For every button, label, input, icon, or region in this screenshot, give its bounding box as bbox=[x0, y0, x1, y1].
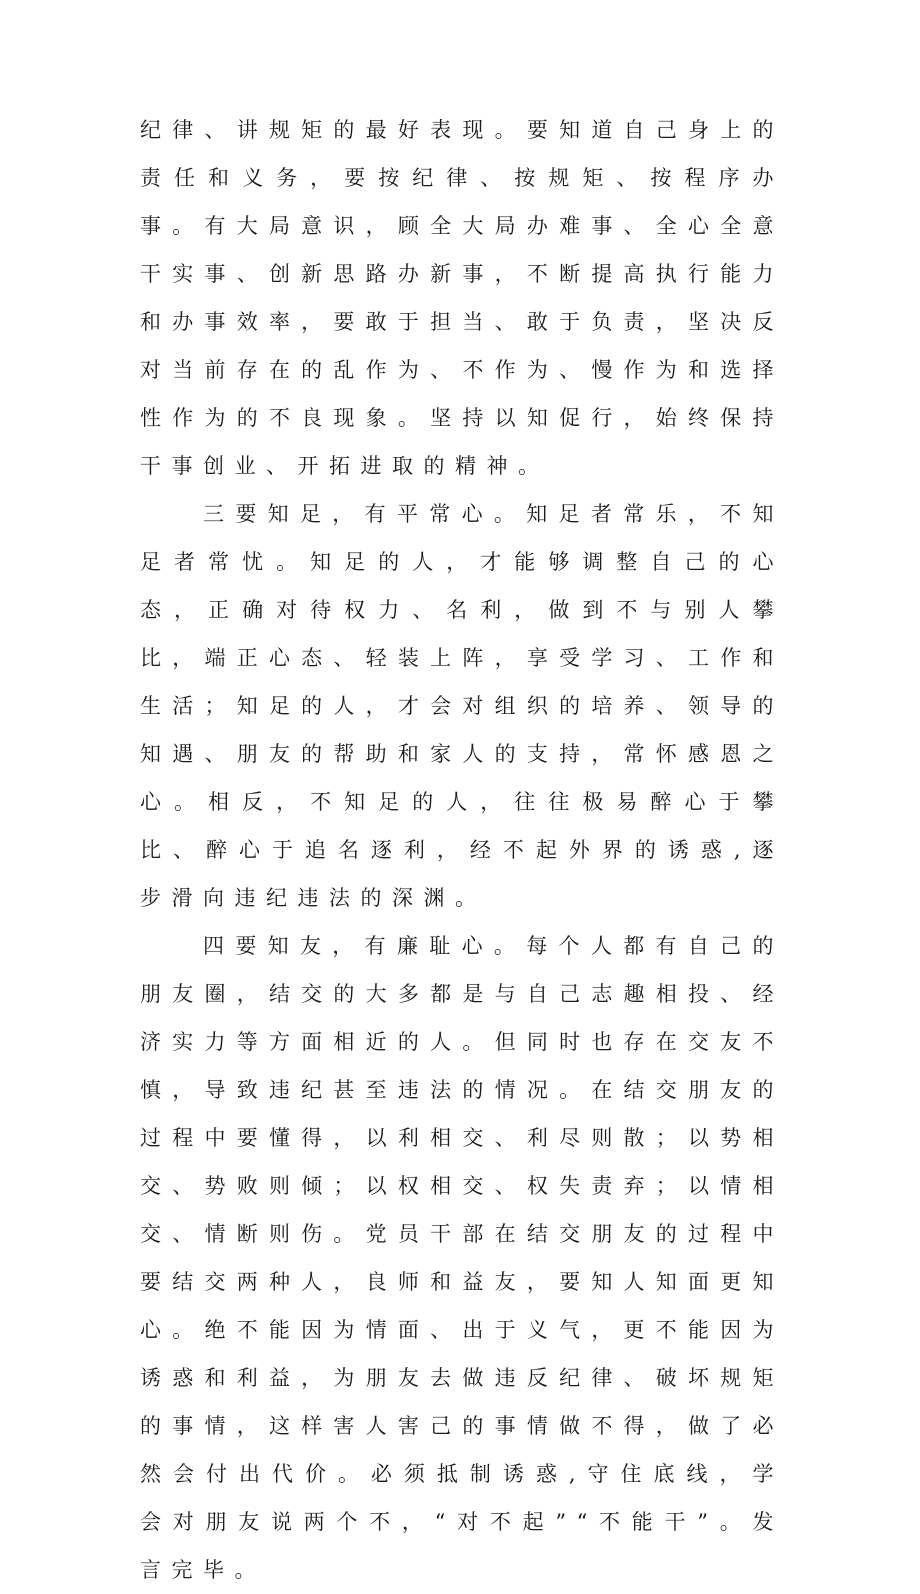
paragraph-friendship: 四要知友，有廉耻心。每个人都有自己的朋友圈，结交的大多都是与自己志趣相投、经济实力等方面相近的人。但同时也存在交友不慎，导致违纪甚至违法的情况。在结交朋友的过程中要懂得，以利相交、利尽则散；以势相交、势败则倾；以权相交、权失责弃；以情相交、情断则伤。党员干部在结交朋友的过程中要结交两种人，良师和益友，要知人知面更知心。绝不能因为情面、出于义气，更不能因为诱惑和利益，为朋友去做违反纪律、破坏规矩的事情，这样害人害己的事情做不得，做了必然会付出代价。必须抵制诱惑,守住底线，学会对朋友说两个不，“对不起”“不能干”。发言完毕。 bbox=[140, 934, 784, 1582]
paragraph-discipline: 纪律、讲规矩的最好表现。要知道自己身上的责任和义务，要按纪律、按规矩、按程序办事。有大局意识，顾全大局办难事、全心全意干实事、创新思路办新事，不断提高执行能力和办事效率，要敢于担当、敢于负责，坚决反对当前存在的乱作为、不作为、慢作为和选择性作为的不良现象。坚持以知促行，始终保持干事创业、开拓进取的精神。 bbox=[140, 118, 784, 478]
paragraph-contentment: 三要知足，有平常心。知足者常乐，不知足者常忧。知足的人，才能够调整自己的心态，正确对待权力、名利，做到不与别人攀比，端正心态、轻装上阵，享受学习、工作和生活；知足的人，才会对组织的培养、领导的知遇、朋友的帮助和家人的支持，常怀感恩之心。相反，不知足的人，往往极易醉心于攀比、醉心于追名逐利，经不起外界的诱惑,逐步滑向违纪违法的深渊。 bbox=[140, 502, 784, 910]
document-page bbox=[140, 106, 784, 1594]
